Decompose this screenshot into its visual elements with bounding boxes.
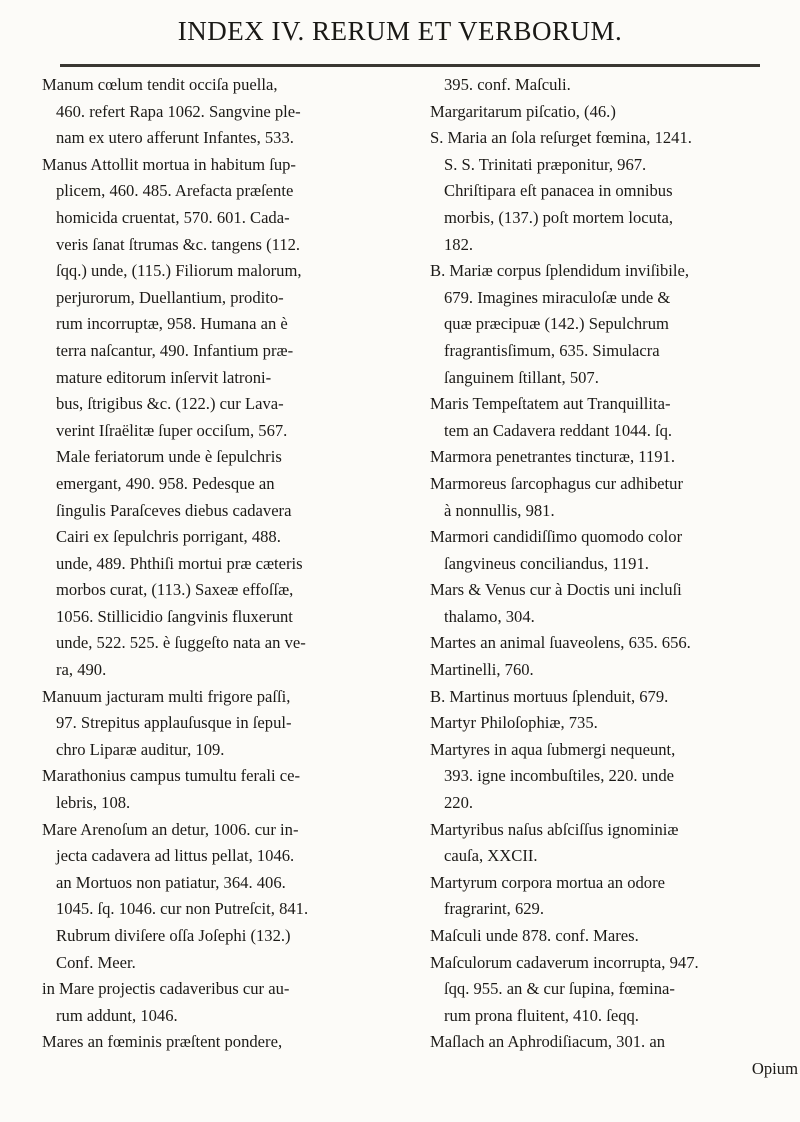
index-line: mature editorum inſervit latroni- bbox=[56, 367, 272, 387]
index-line: Rubrum diviſere oſſa Joſephi (132.) bbox=[56, 926, 291, 945]
index-line: ra, 490. bbox=[56, 660, 107, 680]
index-line: Chriſtipara eſt panacea in omnibus bbox=[444, 181, 673, 201]
index-line: Martyribus naſus abſciſſus ignominiæ bbox=[430, 819, 679, 839]
index-line: tem an Cadavera reddant 1044. ſq. bbox=[444, 420, 673, 440]
index-line: 395. conf. Maſculi. bbox=[444, 75, 571, 94]
index-line: 182. bbox=[444, 234, 474, 254]
index-line: in Mare projectis cadaveribus cur au- bbox=[42, 979, 290, 999]
index-line: lebris, 108. bbox=[56, 793, 131, 813]
index-line: 1056. Stillicidio ſangvinis fluxerunt bbox=[56, 606, 293, 626]
index-line: Opium bbox=[751, 1058, 798, 1078]
index-line: homicida cruentat, 570. 601. Cada- bbox=[56, 207, 290, 227]
index-line: ſqq.) unde, (115.) Filiorum malorum, bbox=[56, 261, 302, 281]
index-line: chro Liparæ auditur, 109. bbox=[56, 739, 225, 759]
index-line: Manuum jacturam multi frigore paſſi, bbox=[42, 686, 291, 706]
index-line: à nonnullis, 981. bbox=[444, 500, 555, 520]
index-line: veris ſanat ſtrumas &c. tangens (112. bbox=[56, 234, 301, 254]
index-line: B. Martinus mortuus ſplenduit, 679. bbox=[430, 686, 669, 706]
index-line: Cairi ex ſepulchris porrigant, 488. bbox=[56, 527, 281, 547]
index-line: thalamo, 304. bbox=[444, 606, 535, 626]
index-line: Mares an fœminis præſtent pondere, bbox=[42, 1032, 283, 1052]
index-line: terra naſcantur, 490. Infantium præ- bbox=[56, 340, 294, 360]
index-line: Mare Arenoſum an detur, 1006. cur in- bbox=[42, 819, 299, 839]
index-line: 393. igne incombuſtiles, 220. unde bbox=[444, 766, 674, 786]
left-column bbox=[42, 72, 410, 1056]
index-line: S. Maria an ſola reſurget fœmina, 1241. bbox=[430, 128, 692, 148]
index-line: Marmora penetrantes tincturæ, 1191. bbox=[430, 447, 675, 467]
index-line: S. S. Trinitati præponitur, 967. bbox=[444, 154, 647, 174]
index-line: Martyres in aqua ſubmergi nequeunt, bbox=[430, 739, 676, 759]
index-line: unde, 522. 525. è ſuggeſto nata an ve- bbox=[56, 633, 306, 653]
index-line: jecta cadavera ad littus pellat, 1046. bbox=[56, 846, 295, 866]
index-line: Martyrum corpora mortua an odore bbox=[430, 872, 665, 892]
page-header: INDEX IV. RERUM ET VERBORUM. bbox=[177, 16, 623, 46]
index-line: Martyr Philoſophiæ, 735. bbox=[430, 713, 598, 733]
index-line: Marmori candidiſſimo quomodo color bbox=[430, 527, 683, 547]
index-line: Manus Attollit mortua in habitum ſup- bbox=[42, 154, 296, 174]
index-line: 679. Imagines miraculoſæ unde & bbox=[444, 287, 671, 307]
index-line: quæ præcipuæ (142.) Sepulchrum bbox=[444, 314, 669, 334]
index-line: ſangvineus conciliandus, 1191. bbox=[444, 553, 649, 573]
index-line: Maſculorum cadaverum incorrupta, 947. bbox=[430, 952, 699, 972]
index-line: 97. Strepitus applauſusque in ſepul- bbox=[56, 713, 292, 733]
index-line: Maſlach an Aphrodiſiacum, 301. an bbox=[430, 1032, 666, 1052]
index-line: rum incorruptæ, 958. Humana an è bbox=[56, 314, 288, 334]
index-line: an Mortuos non patiatur, 364. 406. bbox=[56, 872, 286, 892]
index-line: 460. refert Rapa 1062. Sangvine ple- bbox=[56, 101, 301, 121]
index-line: perjurorum, Duellantium, prodito- bbox=[56, 287, 284, 307]
index-line: Marmoreus ſarcophagus cur adhibetur bbox=[430, 473, 683, 493]
index-line: ſqq. 955. an & cur ſupina, fœmina- bbox=[444, 979, 675, 999]
index-line: cauſa, XXCII. bbox=[444, 846, 538, 866]
index-line: Margaritarum piſcatio, (46.) bbox=[430, 101, 616, 121]
index-line: Mars & Venus cur à Doctis uni incluſi bbox=[430, 580, 682, 600]
index-line: rum addunt, 1046. bbox=[56, 1005, 178, 1025]
index-line: morbos curat, (113.) Saxeæ effoſſæ, bbox=[56, 580, 294, 600]
index-line: Marathonius campus tumultu ferali ce- bbox=[42, 766, 301, 786]
index-line: ſingulis Paraſceves diebus cadavera bbox=[56, 500, 292, 520]
header-rule bbox=[60, 64, 760, 67]
index-line: rum prona fluitent, 410. ſeqq. bbox=[444, 1005, 639, 1025]
index-line: verint Iſraëlitæ ſuper occiſum, 567. bbox=[56, 420, 288, 440]
index-line: Maris Tempeſtatem aut Tranquillita- bbox=[430, 394, 671, 414]
index-line: Manum cœlum tendit occiſa puella, bbox=[42, 75, 278, 94]
index-line: Conf. Meer. bbox=[56, 952, 136, 972]
index-line: Maſculi unde 878. conf. Mares. bbox=[430, 926, 639, 945]
index-line: Martinelli, 760. bbox=[430, 660, 534, 680]
index-line: 220. bbox=[444, 793, 474, 813]
index-line: nam ex utero afferunt Infantes, 533. bbox=[56, 128, 294, 148]
index-line: fragrantisſimum, 635. Simulacra bbox=[444, 340, 660, 360]
index-line: unde, 489. Phthiſi mortui præ cæteris bbox=[56, 553, 303, 573]
index-line: morbis, (137.) poſt mortem locuta, bbox=[444, 207, 674, 227]
index-line: bus, ſtrigibus &c. (122.) cur Lava- bbox=[56, 394, 284, 414]
index-line: ſanguinem ſtillant, 507. bbox=[444, 367, 599, 387]
right-column bbox=[430, 72, 798, 1083]
index-line: emergant, 490. 958. Pedesque an bbox=[56, 473, 275, 493]
index-line: Male feriatorum unde è ſepulchris bbox=[56, 447, 282, 467]
index-line: B. Mariæ corpus ſplendidum inviſibile, bbox=[430, 261, 690, 281]
index-line: plicem, 460. 485. Arefacta præſente bbox=[56, 181, 294, 201]
index-line: 1045. ſq. 1046. cur non Putreſcit, 841. bbox=[56, 899, 309, 919]
index-line: fragrarint, 629. bbox=[444, 899, 544, 919]
index-line: Martes an animal ſuaveolens, 635. 656. bbox=[430, 633, 691, 653]
